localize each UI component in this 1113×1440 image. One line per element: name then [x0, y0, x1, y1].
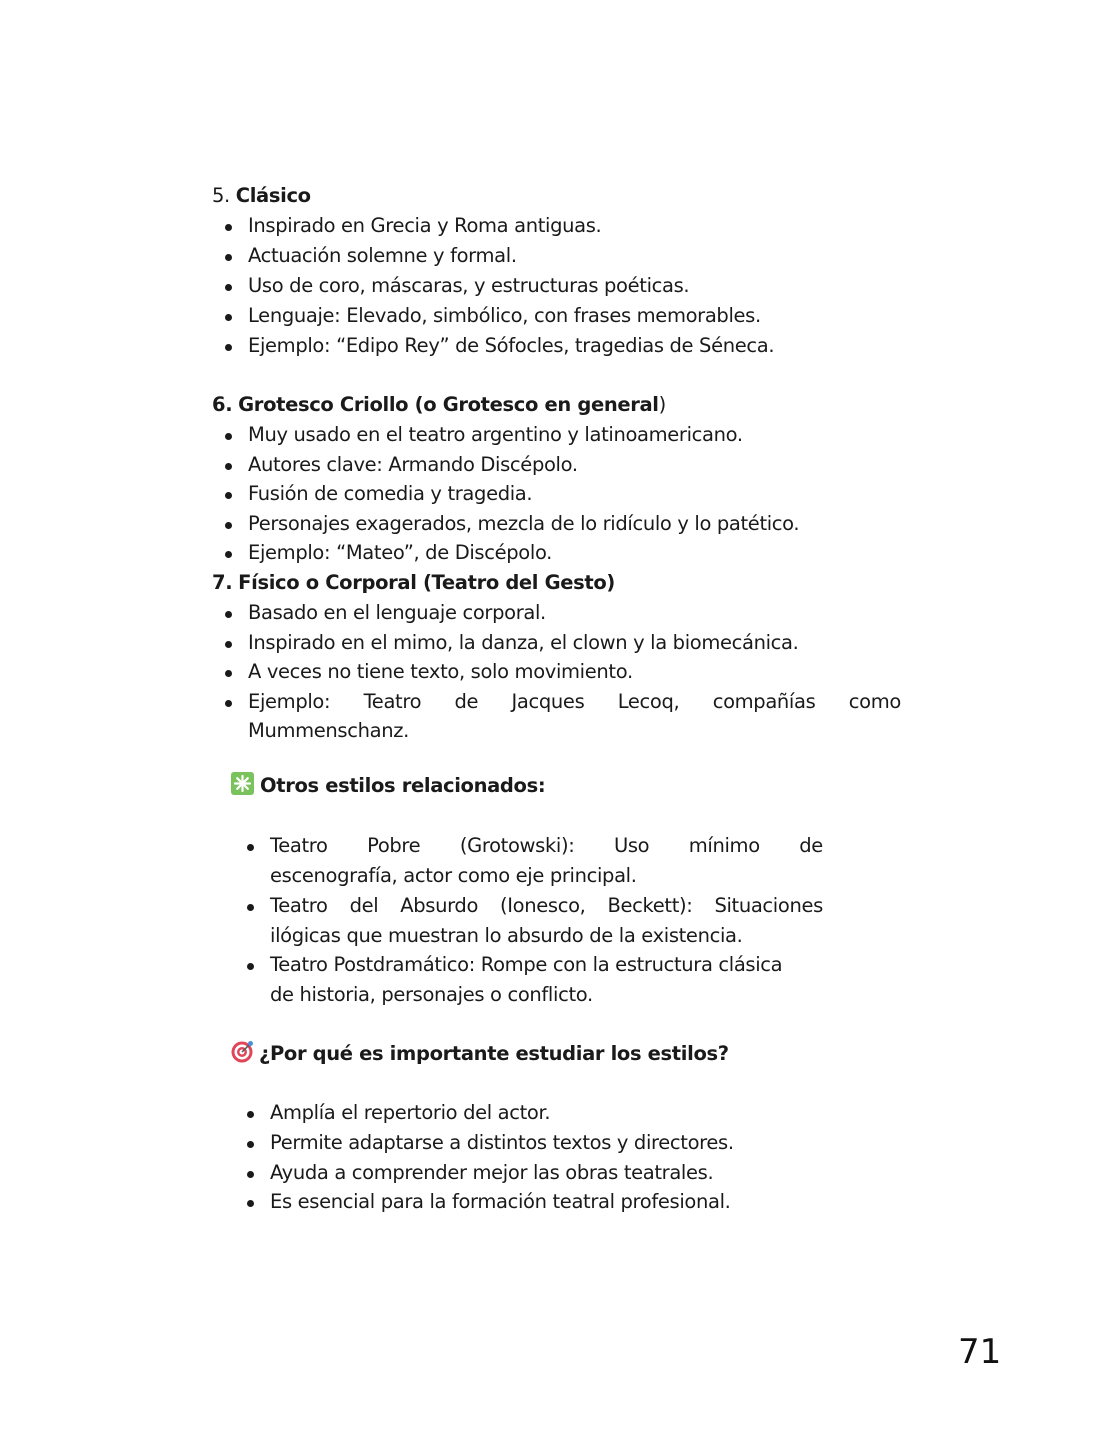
word: Uso	[613, 834, 650, 857]
list-item: Basado en el lenguaje corporal.	[248, 601, 546, 624]
list-item: Ayuda a comprender mejor las obras teatrales.	[270, 1161, 714, 1184]
list-item-continuation: de historia, personajes o conflicto.	[270, 983, 593, 1006]
list-item-justified	[270, 831, 823, 861]
section-number: 6.	[212, 393, 233, 416]
bullet	[225, 284, 232, 291]
bullet	[247, 963, 254, 970]
word: de	[454, 690, 479, 713]
word: Absurdo	[400, 894, 479, 917]
section-6-heading	[212, 390, 666, 420]
list-item: Teatro Postdramático: Rompe con la estructura clásica	[270, 953, 783, 976]
list-item: Inspirado en el mimo, la danza, el clown y la biomecánica.	[248, 631, 799, 654]
bullet	[225, 611, 232, 618]
bullet	[247, 844, 254, 851]
word: de	[799, 834, 823, 857]
bullet	[247, 904, 254, 911]
list-item: Inspirado en Grecia y Roma antiguas.	[248, 214, 602, 237]
bullet	[225, 254, 232, 261]
list-item: Lenguaje: Elevado, simbólico, con frases memorables.	[248, 304, 761, 327]
word: Beckett):	[607, 894, 693, 917]
bullet	[225, 551, 232, 558]
sparkle-icon	[231, 772, 254, 804]
list-item: Permite adaptarse a distintos textos y directores.	[270, 1131, 734, 1154]
bullet	[247, 1171, 254, 1178]
list-item: A veces no tiene texto, solo movimiento.	[248, 660, 633, 683]
bullet	[225, 433, 232, 440]
word: (Ionesco,	[500, 894, 586, 917]
section-5-heading	[212, 181, 311, 211]
bullet	[225, 522, 232, 529]
bullet	[225, 314, 232, 321]
word: del	[349, 894, 379, 917]
list-item-continuation: Mummenschanz.	[248, 719, 409, 742]
word: Teatro	[363, 690, 422, 713]
word: Teatro	[270, 834, 328, 857]
list-item-continuation: ilógicas que muestran lo absurdo de la existencia.	[270, 924, 743, 947]
word: (Grotowski):	[459, 834, 575, 857]
word: Jacques	[511, 690, 585, 713]
target-icon	[231, 1040, 254, 1072]
word: Situaciones	[714, 894, 823, 917]
word: Pobre	[367, 834, 421, 857]
list-item: Autores clave: Armando Discépolo.	[248, 453, 578, 476]
section-number: 5.	[212, 184, 230, 207]
heading-text: ¿Por qué es importante estudiar los estilos?	[259, 1042, 729, 1065]
bullet	[247, 1111, 254, 1118]
related-heading	[231, 771, 545, 804]
list-item: Uso de coro, máscaras, y estructuras poéticas.	[248, 274, 690, 297]
section-title: Clásico	[235, 184, 311, 207]
list-item: Amplía el repertorio del actor.	[270, 1101, 551, 1124]
bullet	[225, 700, 232, 707]
section-title-suffix: )	[658, 393, 666, 416]
importance-heading	[231, 1039, 729, 1072]
page-number: 71	[958, 1332, 1002, 1372]
word: como	[848, 690, 901, 713]
list-item: Es esencial para la formación teatral profesional.	[270, 1190, 731, 1213]
list-item: Fusión de comedia y tragedia.	[248, 482, 533, 505]
bullet	[247, 1200, 254, 1207]
list-item: Ejemplo: “Mateo”, de Discépolo.	[248, 541, 553, 564]
bullet	[225, 344, 232, 351]
word: Lecoq,	[617, 690, 680, 713]
word: Ejemplo:	[248, 690, 331, 713]
list-item-justified	[270, 891, 823, 921]
section-title: Físico o Corporal (Teatro del Gesto)	[238, 571, 615, 594]
list-item: Personajes exagerados, mezcla de lo ridículo y lo patético.	[248, 512, 800, 535]
section-7-heading	[212, 568, 615, 598]
list-item: Ejemplo: “Edipo Rey” de Sófocles, tragedias de Séneca.	[248, 334, 775, 357]
bullet	[247, 1141, 254, 1148]
list-item: Muy usado en el teatro argentino y latinoamericano.	[248, 423, 743, 446]
bullet	[225, 492, 232, 499]
word: mínimo	[688, 834, 760, 857]
list-item-justified	[248, 687, 901, 717]
section-title: Grotesco Criollo (o Grotesco en general	[238, 393, 659, 416]
word: compañías	[712, 690, 816, 713]
word: Teatro	[270, 894, 328, 917]
list-item: Actuación solemne y formal.	[248, 244, 517, 267]
bullet	[225, 224, 232, 231]
heading-text: Otros estilos relacionados:	[260, 774, 546, 797]
bullet	[225, 463, 232, 470]
list-item-continuation: escenografía, actor como eje principal.	[270, 864, 637, 887]
section-number: 7.	[212, 571, 233, 594]
bullet	[225, 641, 232, 648]
bullet	[225, 670, 232, 677]
